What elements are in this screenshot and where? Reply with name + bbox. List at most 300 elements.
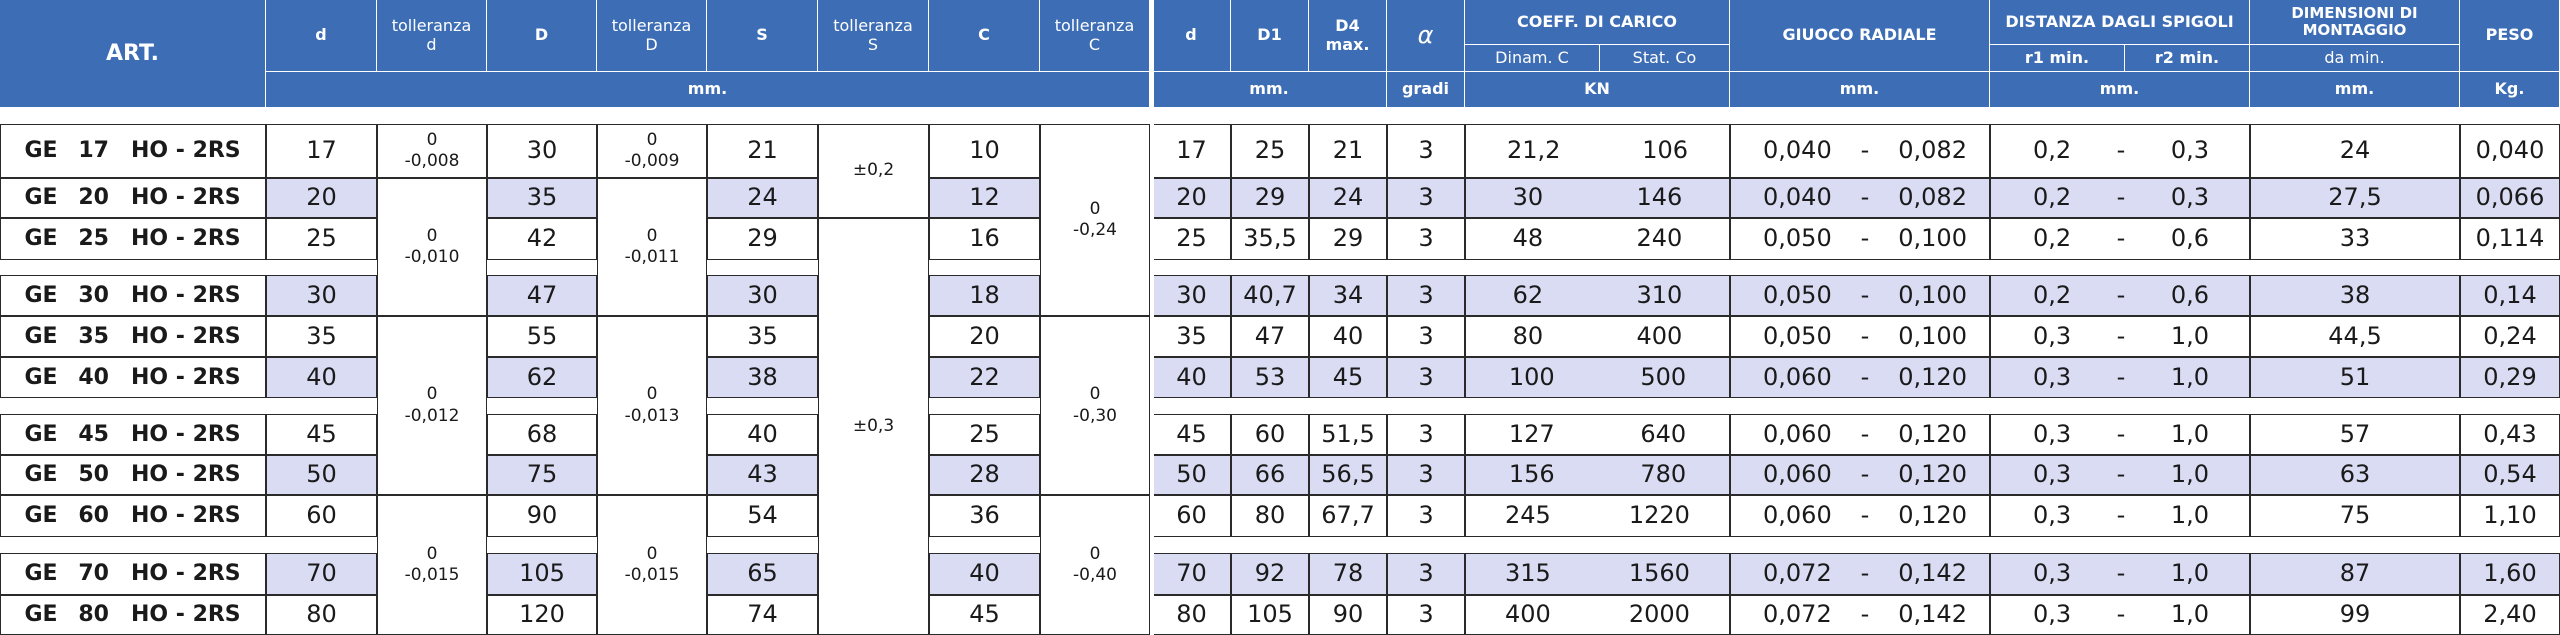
art-part: HO - 2RS [131, 421, 241, 447]
header-unit-kn [1465, 72, 1730, 108]
cell-coeff-text: 48 [1512, 224, 1544, 253]
header-r1-text: r1 min. [2024, 47, 2090, 67]
tol-D-group-2 [597, 178, 707, 316]
cell-d2 [1152, 316, 1231, 357]
tol-D-group-4-line: -0,015 [624, 565, 680, 585]
art-part: HO - 2RS [131, 503, 241, 529]
cell-coeff-text: 780 [1640, 460, 1687, 489]
tol-C-group-3-line: -0,40 [1073, 565, 1117, 585]
art-part: HO - 2RS [131, 323, 241, 349]
tol-d-group-3-line: -0,012 [404, 405, 460, 426]
cell-C-text: 18 [969, 280, 1000, 309]
cell-peso [2460, 595, 2560, 635]
cell-D1 [1231, 414, 1309, 455]
tol-D-group-2-line: 0 [646, 225, 658, 246]
cell-D-text: 62 [526, 362, 558, 391]
cell-da-text: 51 [2339, 362, 2371, 391]
cell-giuoco-text: 0,100 [1898, 280, 1967, 309]
table-row-art [0, 316, 266, 357]
header-D1 [1231, 0, 1309, 72]
cell-D-text: 90 [526, 501, 558, 530]
cell-d [266, 455, 377, 495]
cell-D1 [1231, 495, 1309, 537]
cell-C-text: 40 [969, 559, 1000, 588]
tol-S-group-1-text: ±0,2 [852, 160, 895, 181]
art-part: 30 [78, 282, 109, 308]
cell-D-text: 75 [526, 460, 558, 489]
cell-D-text: 120 [519, 600, 565, 629]
header-D4-line: D4 [1335, 16, 1360, 36]
header-d2 [1152, 0, 1231, 72]
cell-S-text: 35 [747, 321, 778, 350]
cell-giuoco-text: - [1860, 501, 1870, 530]
cell-d [266, 178, 377, 218]
cell-C [929, 495, 1040, 537]
header-d2-text: d [1185, 25, 1197, 45]
cell-giuoco-text: 0,050 [1763, 224, 1832, 253]
cell-D4-text: 34 [1332, 280, 1364, 309]
cell-peso-text: 1,60 [2483, 559, 2537, 588]
cell-d2 [1152, 495, 1231, 537]
art-part: 50 [78, 462, 109, 488]
cell-D-text: 35 [526, 183, 558, 212]
cell-distanza-text: 1,0 [2170, 600, 2209, 629]
cell-S [707, 414, 818, 455]
tol-D-group-1-line: 0 [646, 129, 658, 150]
header-unit-gradi-text: gradi [1401, 79, 1450, 99]
header-alpha [1387, 0, 1465, 72]
cell-giuoco-text: - [1860, 321, 1870, 350]
cell-distanza [1990, 316, 2250, 357]
cell-S [707, 218, 818, 260]
header-da-text: da min. [2324, 47, 2385, 67]
cell-peso-text: 0,24 [2483, 321, 2537, 350]
cell-D-text: 42 [526, 224, 558, 253]
tol-D-group-3-line: 0 [646, 384, 658, 405]
cell-d [266, 553, 377, 595]
cell-coeff [1465, 455, 1730, 495]
art-part: 45 [78, 421, 109, 447]
cell-da-text: 27,5 [2328, 183, 2382, 212]
header-d-text: d [315, 25, 327, 45]
cell-S-text: 24 [747, 183, 778, 212]
header-tol-S-line: S [867, 34, 879, 54]
cell-peso-text: 0,29 [2483, 362, 2537, 391]
cell-D4 [1309, 178, 1387, 218]
cell-D4-text: 51,5 [1321, 419, 1375, 448]
cell-d2 [1152, 357, 1231, 398]
header-unit-mm-1 [1152, 72, 1387, 108]
art-part: HO - 2RS [131, 561, 241, 587]
cell-da [2250, 595, 2460, 635]
cell-d [266, 495, 377, 537]
header-tol-d-line: d [426, 34, 437, 54]
cell-alpha-text: 3 [1418, 362, 1434, 391]
cell-giuoco [1730, 178, 1990, 218]
cell-d2-text: 30 [1176, 280, 1207, 309]
cell-distanza-text: 0,2 [2033, 136, 2072, 165]
cell-giuoco-text: 0,100 [1898, 321, 1967, 350]
cell-da [2250, 357, 2460, 398]
cell-D-text: 47 [526, 280, 558, 309]
cell-S [707, 495, 818, 537]
cell-coeff-text: 400 [1505, 600, 1551, 629]
tol-S-group-1 [818, 124, 929, 218]
cell-da [2250, 218, 2460, 260]
cell-da-text: 75 [2339, 501, 2371, 530]
cell-S [707, 124, 818, 178]
cell-S-text: 29 [747, 224, 778, 253]
header-alpha-text: α [1417, 20, 1434, 49]
cell-D4 [1309, 218, 1387, 260]
cell-distanza-text: 0,6 [2170, 280, 2209, 309]
cell-coeff [1465, 316, 1730, 357]
art-part: GE [24, 503, 58, 529]
header-d [266, 0, 377, 72]
header-unit-gradi [1387, 72, 1465, 108]
art-part: 25 [78, 226, 109, 252]
header-distanza [1990, 0, 2250, 45]
cell-coeff-text: 1220 [1628, 501, 1690, 530]
cell-peso [2460, 455, 2560, 495]
cell-distanza [1990, 553, 2250, 595]
art-part: 17 [78, 138, 109, 164]
cell-distanza-text: 0,3 [2170, 136, 2209, 165]
cell-D1-text: 80 [1254, 501, 1286, 530]
table-row-art [0, 275, 266, 316]
header-unit-kg-text: Kg. [2494, 79, 2525, 99]
cell-giuoco-text: - [1860, 224, 1870, 253]
tol-d-group-4 [377, 495, 487, 635]
cell-giuoco-text: 0,120 [1898, 460, 1967, 489]
tol-d-group-1-line: -0,008 [404, 151, 460, 171]
cell-d [266, 595, 377, 635]
cell-distanza-text: 0,3 [2033, 321, 2072, 350]
cell-distanza-text: - [2116, 224, 2126, 253]
cell-giuoco [1730, 218, 1990, 260]
cell-C [929, 124, 1040, 178]
cell-giuoco-text: 0,142 [1898, 600, 1967, 629]
art-part: GE [24, 282, 58, 308]
header-dimensioni-line: DIMENSIONI DI [2291, 3, 2418, 22]
header-giuoco-text: GIUOCO RADIALE [1782, 25, 1937, 45]
cell-peso-text: 1,10 [2483, 501, 2537, 530]
cell-D4-text: 24 [1332, 183, 1364, 212]
cell-peso [2460, 316, 2560, 357]
header-peso [2460, 0, 2560, 72]
cell-da [2250, 178, 2460, 218]
tol-d-group-3 [377, 316, 487, 495]
cell-coeff-text: 21,2 [1506, 136, 1561, 165]
art-part: 35 [78, 323, 109, 349]
header-dimensioni-line: MONTAGGIO [2302, 21, 2407, 39]
cell-distanza-text: 1,0 [2170, 419, 2209, 448]
header-coeff [1465, 0, 1730, 45]
cell-distanza-text: 1,0 [2170, 559, 2209, 588]
cell-C [929, 455, 1040, 495]
cell-distanza [1990, 124, 2250, 178]
art-part: 20 [78, 185, 109, 211]
cell-D1 [1231, 124, 1309, 178]
tol-C-group-1-line: 0 [1089, 198, 1101, 219]
cell-C [929, 275, 1040, 316]
cell-d2 [1152, 595, 1231, 635]
tol-D-group-4 [597, 495, 707, 635]
cell-D-text: 55 [526, 321, 558, 350]
cell-da-text: 57 [2339, 419, 2371, 448]
cell-d-text: 40 [306, 362, 337, 391]
cell-alpha [1387, 455, 1465, 495]
art-part: GE [24, 138, 58, 164]
cell-distanza [1990, 357, 2250, 398]
cell-distanza-text: 0,3 [2033, 362, 2072, 391]
header-tol-C [1040, 0, 1150, 72]
art-part: 40 [78, 364, 109, 390]
cell-d2 [1152, 275, 1231, 316]
cell-giuoco [1730, 275, 1990, 316]
cell-d2-text: 50 [1176, 460, 1207, 489]
cell-giuoco [1730, 316, 1990, 357]
header-dimensioni [2250, 0, 2460, 45]
cell-distanza [1990, 275, 2250, 316]
cell-d2 [1152, 414, 1231, 455]
cell-giuoco [1730, 595, 1990, 635]
cell-d-text: 70 [306, 559, 337, 588]
cell-da [2250, 553, 2460, 595]
art-part: GE [24, 421, 58, 447]
cell-S-text: 40 [747, 419, 778, 448]
cell-d2-text: 35 [1176, 321, 1207, 350]
cell-distanza-text: - [2116, 501, 2126, 530]
header-tol-D-line: D [645, 34, 658, 54]
cell-d-text: 30 [306, 280, 337, 309]
cell-S [707, 316, 818, 357]
cell-giuoco-text: 0,060 [1763, 362, 1832, 391]
cell-D1-text: 53 [1254, 362, 1286, 391]
cell-d [266, 316, 377, 357]
cell-alpha-text: 3 [1418, 501, 1434, 530]
header-tol-d [377, 0, 487, 72]
cell-giuoco-text: 0,060 [1763, 460, 1832, 489]
cell-alpha-text: 3 [1418, 224, 1434, 253]
tol-d-group-3-line: 0 [426, 384, 438, 405]
cell-D4 [1309, 595, 1387, 635]
cell-coeff [1465, 178, 1730, 218]
cell-d-text: 17 [306, 136, 337, 165]
cell-d2-text: 20 [1176, 183, 1207, 212]
art-part: HO - 2RS [131, 462, 241, 488]
cell-peso-text: 0,066 [2475, 183, 2545, 212]
tol-d-group-4-line: 0 [426, 543, 438, 564]
cell-C [929, 218, 1040, 260]
cell-coeff-text: 400 [1636, 321, 1683, 350]
art-part: GE [24, 561, 58, 587]
header-art [0, 0, 266, 108]
cell-d [266, 357, 377, 398]
cell-giuoco [1730, 357, 1990, 398]
cell-giuoco-text: - [1860, 362, 1870, 391]
cell-d-text: 20 [306, 183, 337, 212]
cell-giuoco-text: - [1860, 183, 1870, 212]
cell-S-text: 43 [747, 460, 778, 489]
cell-D [487, 357, 597, 398]
tol-C-group-2-line: 0 [1089, 384, 1101, 405]
cell-distanza [1990, 414, 2250, 455]
cell-distanza-text: - [2116, 183, 2126, 212]
cell-d2 [1152, 124, 1231, 178]
cell-D1 [1231, 357, 1309, 398]
cell-alpha-text: 3 [1418, 460, 1434, 489]
cell-D1 [1231, 178, 1309, 218]
cell-C-text: 16 [969, 224, 1000, 253]
cell-coeff-text: 146 [1636, 183, 1683, 212]
tol-D-group-2-line: -0,011 [624, 247, 680, 267]
cell-d2-text: 17 [1176, 136, 1207, 165]
art-part: GE [24, 226, 58, 252]
cell-D4-text: 21 [1332, 136, 1364, 165]
cell-alpha [1387, 495, 1465, 537]
tol-D-group-1 [597, 124, 707, 178]
header-coeff-text: COEFF. DI CARICO [1517, 11, 1677, 31]
cell-D1 [1231, 218, 1309, 260]
header-unit-kg [2460, 72, 2560, 108]
cell-D4-text: 29 [1332, 224, 1364, 253]
cell-d2-text: 80 [1176, 600, 1207, 629]
header-r1 [1990, 45, 2125, 72]
header-tol-C-line: tolleranza [1054, 16, 1135, 36]
cell-alpha-text: 3 [1418, 321, 1434, 350]
cell-da [2250, 316, 2460, 357]
cell-coeff-text: 1560 [1628, 559, 1690, 588]
cell-giuoco-text: 0,040 [1763, 183, 1832, 212]
cell-peso [2460, 495, 2560, 537]
cell-giuoco-text: 0,040 [1763, 136, 1832, 165]
header-C-text: C [978, 25, 990, 45]
cell-D4 [1309, 124, 1387, 178]
cell-d-text: 25 [306, 224, 337, 253]
cell-coeff [1465, 218, 1730, 260]
table-row-art [0, 495, 266, 537]
cell-D [487, 553, 597, 595]
cell-distanza-text: 0,3 [2033, 559, 2072, 588]
cell-da [2250, 495, 2460, 537]
header-tol-C-line: C [1088, 34, 1101, 54]
cell-d-text: 50 [306, 460, 337, 489]
cell-giuoco-text: 0,072 [1763, 600, 1832, 629]
tol-C-group-3-line: 0 [1089, 543, 1101, 564]
header-unit-mm-3 [1990, 72, 2250, 108]
header-stat [1600, 45, 1730, 72]
cell-d [266, 218, 377, 260]
header-unit-mm-left [266, 72, 1150, 108]
cell-D4-text: 56,5 [1321, 460, 1375, 489]
art-part: GE [24, 364, 58, 390]
cell-coeff-text: 315 [1505, 559, 1551, 588]
tol-S-group-2 [818, 218, 929, 635]
cell-giuoco-text: 0,082 [1898, 136, 1967, 165]
cell-da [2250, 275, 2460, 316]
cell-giuoco-text: 0,120 [1898, 419, 1967, 448]
header-D [487, 0, 597, 72]
cell-distanza [1990, 178, 2250, 218]
table-row-art [0, 357, 266, 398]
header-dinam [1465, 45, 1600, 72]
tol-C-group-1 [1040, 124, 1150, 316]
cell-S [707, 595, 818, 635]
cell-S-text: 54 [747, 501, 778, 530]
cell-peso-text: 0,14 [2483, 280, 2537, 309]
cell-coeff-text: 240 [1636, 224, 1683, 253]
header-r2-text: r2 min. [2154, 47, 2220, 67]
cell-coeff-text: 100 [1508, 362, 1555, 391]
cell-D1-text: 35,5 [1243, 224, 1297, 253]
cell-coeff-text: 127 [1508, 419, 1555, 448]
cell-D4 [1309, 275, 1387, 316]
cell-distanza-text: 0,3 [2170, 183, 2209, 212]
cell-D4 [1309, 316, 1387, 357]
cell-D4 [1309, 414, 1387, 455]
table-divider [1150, 0, 1154, 635]
cell-alpha [1387, 316, 1465, 357]
tol-d-group-1 [377, 124, 487, 178]
cell-C [929, 553, 1040, 595]
cell-distanza-text: - [2116, 419, 2126, 448]
cell-giuoco-text: - [1860, 559, 1870, 588]
cell-d-text: 80 [306, 600, 337, 629]
cell-coeff-text: 106 [1642, 136, 1689, 165]
cell-alpha-text: 3 [1418, 280, 1434, 309]
cell-peso-text: 0,54 [2483, 460, 2537, 489]
cell-C [929, 414, 1040, 455]
cell-D1 [1231, 275, 1309, 316]
cell-d2-text: 25 [1176, 224, 1207, 253]
cell-D1 [1231, 553, 1309, 595]
cell-alpha-text: 3 [1418, 136, 1434, 165]
header-C [929, 0, 1040, 72]
cell-distanza-text: 0,3 [2033, 460, 2072, 489]
header-S-text: S [756, 25, 768, 45]
cell-S-text: 38 [747, 362, 778, 391]
cell-distanza [1990, 495, 2250, 537]
tol-d-group-2 [377, 178, 487, 316]
cell-giuoco-text: 0,120 [1898, 362, 1967, 391]
header-tol-S [818, 0, 929, 72]
cell-peso [2460, 553, 2560, 595]
cell-S [707, 553, 818, 595]
header-dinam-text: Dinam. C [1495, 47, 1569, 67]
header-unit-mm-2 [1730, 72, 1990, 108]
cell-da [2250, 124, 2460, 178]
cell-d2-text: 40 [1176, 362, 1207, 391]
tol-D-group-1-line: -0,009 [624, 151, 680, 171]
cell-D4 [1309, 495, 1387, 537]
table-row-art [0, 178, 266, 218]
cell-peso-text: 0,43 [2483, 419, 2537, 448]
cell-coeff-text: 30 [1512, 183, 1544, 212]
cell-S-text: 74 [747, 600, 778, 629]
cell-giuoco-text: 0,060 [1763, 419, 1832, 448]
cell-d [266, 275, 377, 316]
cell-D [487, 124, 597, 178]
cell-distanza-text: - [2116, 559, 2126, 588]
tol-C-group-2 [1040, 316, 1150, 495]
cell-d2-text: 45 [1176, 419, 1207, 448]
cell-giuoco [1730, 414, 1990, 455]
cell-alpha [1387, 553, 1465, 595]
cell-distanza-text: 0,2 [2033, 224, 2072, 253]
cell-D4-text: 40 [1332, 321, 1364, 350]
art-part: GE [24, 323, 58, 349]
